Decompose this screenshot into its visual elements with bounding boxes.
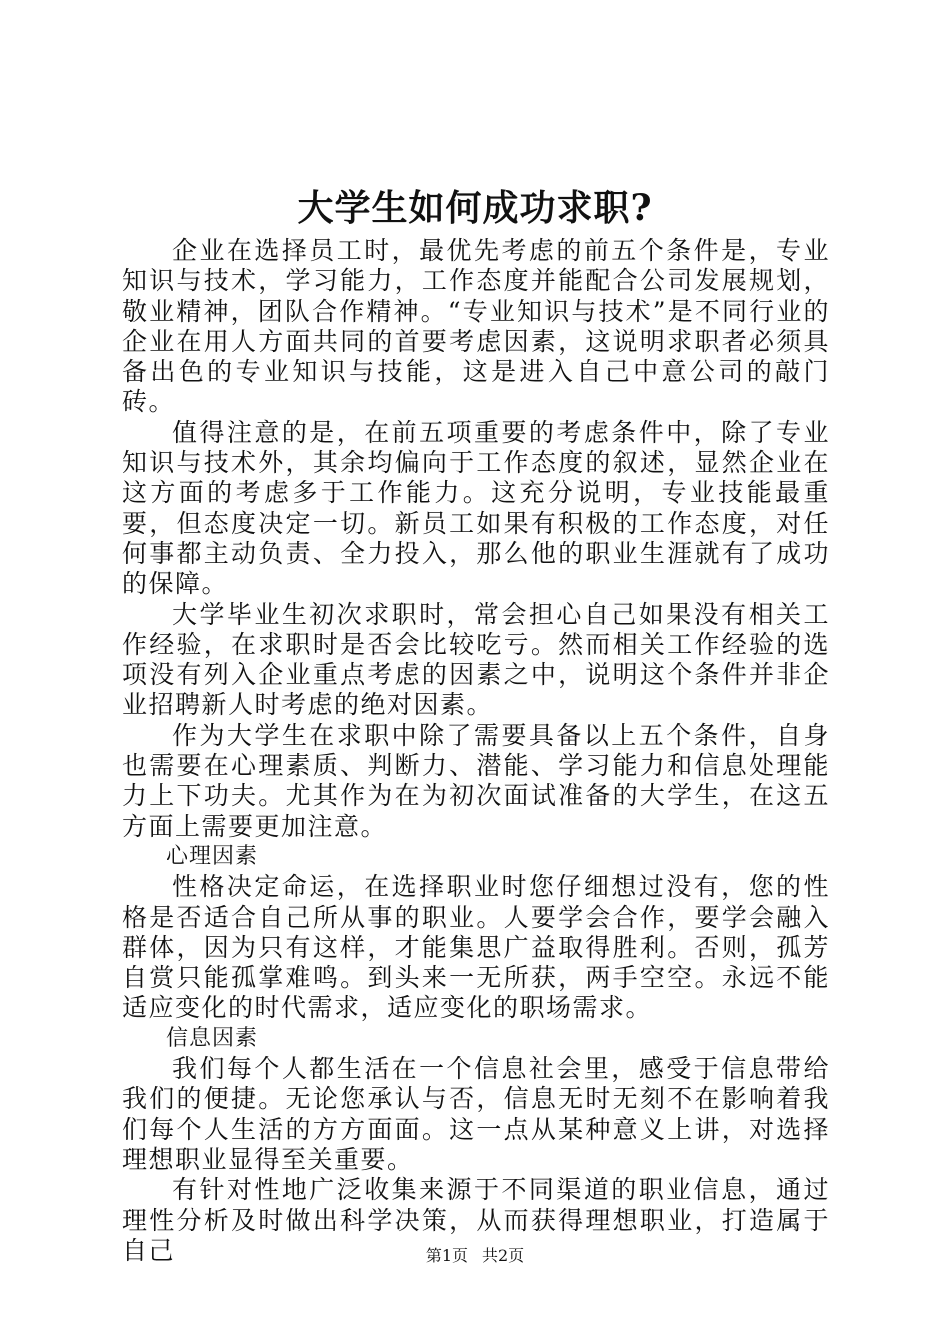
page-number: 第1页 [425,1246,468,1265]
section-heading-information: 信息因素 [166,1025,259,1051]
document-title: 大学生如何成功求职? [297,187,653,229]
body-paragraph: 性格决定命运，在选择职业时您仔细想过没有，您的性格是否适合自己所从事的职业。人要学会合作，要学会融入群体，因为只有这样，才能集思广益取得胜利。否则，孤芳自赏只能孤掌难鸣。到头来一无所获，两手空空。永远不能适应变化的时代需求，适应变化的职场需求。 [122,872,830,1023]
page-footer [0,1244,950,1268]
document-body [122,236,830,1266]
body-paragraph: 作为大学生在求职中除了需要具备以上五个条件，自身也需要在心理素质、判断力、潜能、学习能力和信息处理能力上下功夫。尤其作为在为初次面试准备的大学生，在这五方面上需要更加注意。 [122,720,830,841]
body-paragraph: 企业在选择员工时，最优先考虑的前五个条件是，专业知识与技术，学习能力，工作态度并能配合公司发展规划，敬业精神，团队合作精神。“专业知识与技术”是不同行业的企业在用人方面共同的首要考虑因素，这说明求职者必须具备出色的专业知识与技能，这是进入自己中意公司的敲门砖。 [122,236,830,417]
body-paragraph: 有针对性地广泛收集来源于不同渠道的职业信息，通过理性分析及时做出科学决策，从而获得理想职业，打造属于自己 [122,1175,830,1265]
body-paragraph: 我们每个人都生活在一个信息社会里，感受于信息带给我们的便捷。无论您承认与否，信息无时无刻不在影响着我们每个人生活的方方面面。这一点从某种意义上讲，对选择理想职业显得至关重要。 [122,1054,830,1174]
body-paragraph: 大学毕业生初次求职时，常会担心自己如果没有相关工作经验，在求职时是否会比较吃亏。然而相关工作经验的选项没有列入企业重点考虑的因素之中，说明这个条件并非企业招聘新人时考虑的绝对因素。 [122,599,830,720]
body-paragraph: 值得注意的是，在前五项重要的考虑条件中，除了专业知识与技术外，其余均偏向于工作态度的叙述，显然企业在这方面的考虑多于工作能力。这充分说明，专业技能最重要，但态度决定一切。新员工如果有积极的工作态度，对任何事都主动负责、全力投入，那么他的职业生涯就有了成功的保障。 [122,417,830,599]
section-heading-psychology: 心理因素 [166,843,259,869]
page-total: 共2页 [482,1246,525,1265]
